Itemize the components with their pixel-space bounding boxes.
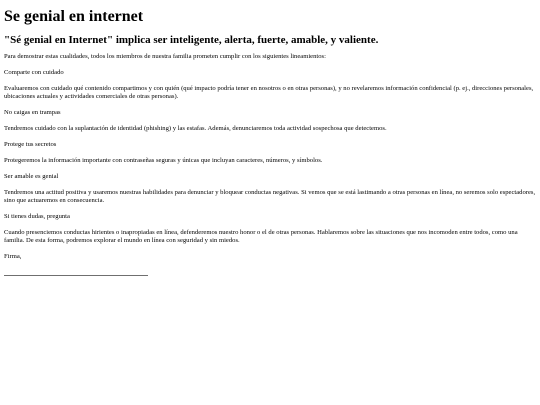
page-subtitle: "Sé genial en Internet" implica ser inteligente, alerta, fuerte, amable, y valiente. <box>4 34 379 46</box>
intro-text: Para demostrar estas cualidades, todos los miembros de nuestra familia prometen cumplir con los siguientes lineamientos: <box>4 53 326 60</box>
section-body-share: Evaluaremos con cuidado qué contenido compartimos y con quién (qué impacto podría tener en nosotros o en otras personas), y no revelaremos información confidencial (p. ej., direcciones personales, ubicaciones actuales y actividades comerciales de otras personas). <box>4 85 534 100</box>
signature-line <box>4 275 148 276</box>
section-body-kind: Tendremos una actitud positiva y usaremos nuestras habilidades para denunciar y bloquear conductas negativas. Si vemos que se está lastimando a otras personas en línea, no seremos solo espectadores, sino que actuaremos en consecuencia. <box>4 189 536 204</box>
section-heading-ask: Si tienes dudas, pregunta <box>4 213 70 220</box>
section-body-secrets: Protegeremos la información importante con contraseñas seguras y únicas que incluyan caracteres, números, y símbolos. <box>4 157 323 164</box>
section-body-traps: Tendremos cuidado con la suplantación de identidad (phishing) y las estafas. Además, denunciaremos toda actividad sospechosa que detectemos. <box>4 125 387 132</box>
section-body-ask: Cuando presenciemos conductas hirientes o inapropiadas en línea, defenderemos nuestro honor o el de otras personas. Hablaremos sobre las situaciones que nos incomoden entre todos, como una familia. De esta forma, podremos explorar el mundo en línea con seguridad y sin miedos. <box>4 229 518 244</box>
signature-label: Firma, <box>4 253 22 260</box>
section-heading-traps: No caigas en trampas <box>4 109 61 116</box>
section-heading-share: Comparte con cuidado <box>4 69 64 76</box>
section-heading-kind: Ser amable es genial <box>4 173 59 180</box>
page-title: Se genial en internet <box>4 8 144 25</box>
section-heading-secrets: Protege tus secretos <box>4 141 57 148</box>
